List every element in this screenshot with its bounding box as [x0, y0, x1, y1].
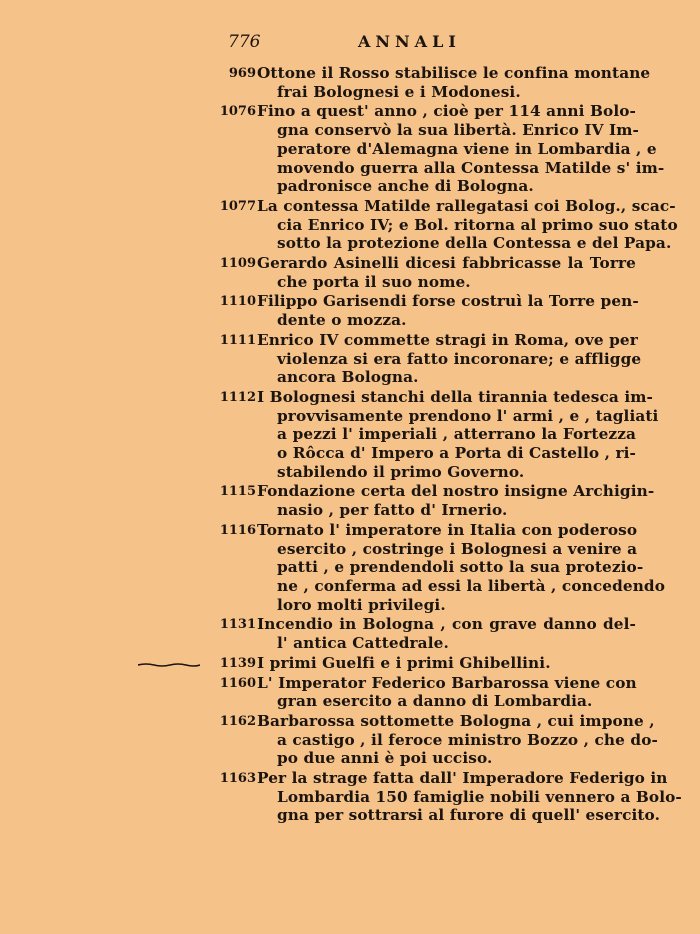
entry-line: gna conservò la sua libertà. Enrico IV Im- [277, 121, 640, 140]
annal-entry [0, 102, 700, 196]
entry-line: Gerardo Asinelli dicesi fabbricasse la Torre [257, 254, 636, 273]
entry-text [257, 654, 636, 673]
entry-line: nasio , per fatto d' Irnerio. [277, 501, 508, 520]
entry-line: che porta il suo nome. [277, 272, 471, 291]
entry-year: 1110 [219, 294, 256, 310]
entry-line: I Bolognesi stanchi della tirannia tedesca im- [257, 387, 653, 406]
annal-entry [0, 674, 700, 711]
entry-text [257, 64, 651, 101]
entry-line: cia Enrico IV; e Bol. ritorna al primo suo stato [277, 215, 678, 234]
entry-text [257, 102, 665, 196]
annal-entry [0, 712, 700, 768]
entry-line: gran esercito a danno di Lombardia. [277, 692, 593, 711]
pointer-line-mark [138, 663, 200, 665]
entry-line: po due anni è poi ucciso. [277, 749, 493, 768]
entry-line: sotto la protezione della Contessa e del Papa. [277, 234, 672, 253]
annal-entry [0, 64, 700, 101]
entry-line: violenza si era fatto incoronare; e affligge [277, 349, 642, 368]
entry-line: ne , conferma ad essi la libertà , concedendo [277, 576, 666, 595]
entry-line: o Rôcca d' Impero a Porta di Castello , ri- [277, 444, 636, 463]
entry-line: Barbarossa sottomette Bologna , cui impone , [257, 711, 655, 730]
entry-line: patti , e prendendoli sotto la sua protezio- [277, 558, 644, 577]
entry-text [257, 196, 678, 253]
entry-text [257, 292, 639, 330]
entry-year: 1111 [219, 332, 256, 348]
entry-text [257, 482, 655, 520]
entry-year: 1077 [219, 198, 256, 214]
entry-line: Per la strage fatta dall' Imperadore Federigo in [257, 769, 668, 788]
entry-year: 1112 [219, 389, 256, 405]
entry-line: dente o mozza. [277, 311, 407, 330]
page-header [0, 28, 700, 54]
annal-entry [0, 482, 700, 519]
annal-entry [0, 615, 700, 652]
annal-entry [0, 654, 700, 673]
entry-year: 1116 [219, 522, 256, 538]
entry-line: gna per sottrarsi al furore di quell' esercito. [277, 806, 661, 825]
entry-year: 1131 [219, 617, 256, 633]
entry-line: loro molti privilegi. [277, 595, 446, 614]
entry-line: frai Bolognesi e i Modonesi. [277, 82, 521, 101]
entry-line: stabilendo il primo Governo. [277, 462, 525, 481]
entry-year: 1109 [219, 256, 256, 272]
entry-year: 1115 [219, 484, 256, 500]
entry-line: ancora Bologna. [277, 368, 419, 387]
entry-line: L' Imperator Federico Barbarossa viene con [257, 673, 637, 692]
entry-text [257, 387, 659, 482]
entry-text [257, 330, 642, 387]
annal-entry [0, 521, 700, 615]
entry-line: I primi Guelfi e i primi Ghibellini. [257, 653, 551, 672]
annal-entry [0, 769, 700, 825]
entry-text [257, 615, 636, 652]
annals-list [0, 64, 700, 826]
entry-text [257, 520, 666, 615]
page-number: 776 [228, 32, 261, 52]
entry-line: Filippo Garisendi forse costruì la Torre pen- [257, 292, 639, 311]
running-head: ANNALI [358, 32, 461, 51]
entry-line: esercito , costringe i Bolognesi a venire a [277, 539, 638, 558]
entry-text [257, 254, 636, 291]
entry-line: Lombardia 150 famiglie nobili vennero a Bolo- [277, 787, 682, 806]
entry-line: Enrico IV commette stragi in Roma, ove per [257, 330, 638, 349]
entry-line: l' antica Cattedrale. [277, 634, 449, 653]
entry-year: 1162 [219, 713, 256, 729]
entry-year: 1163 [219, 771, 256, 787]
entry-line: peratore d'Alemagna viene in Lombardia , e [277, 139, 657, 158]
entry-line: Incendio in Bologna , con grave danno del- [257, 615, 636, 634]
entry-line: movendo guerra alla Contessa Matilde s' im- [277, 158, 665, 177]
annal-entry [0, 388, 700, 482]
entry-text [257, 711, 658, 768]
entry-line: La contessa Matilde rallegatasi coi Bolog., scac- [257, 196, 676, 215]
annal-entry [0, 292, 700, 329]
entry-line: Tornato l' imperatore in Italia con poderoso [257, 520, 638, 539]
entry-line: padronisce anche di Bologna. [277, 177, 534, 196]
entry-line: Fondazione certa del nostro insigne Archigin- [257, 482, 655, 501]
entry-text [257, 674, 636, 711]
entry-line: a pezzi l' imperiali , atterrano la Fortezza [277, 425, 636, 444]
entry-line: a castigo , il feroce ministro Bozzo , che do- [277, 730, 658, 749]
annal-entry [0, 254, 700, 291]
entry-year: 1076 [219, 104, 256, 120]
annal-entry [0, 331, 700, 387]
entry-year: 969 [228, 66, 256, 81]
annal-entry [0, 197, 700, 253]
entry-line: Fino a quest' anno , cioè per 114 anni Bolo- [257, 102, 636, 121]
entry-year: 1139 [219, 655, 256, 671]
entry-line: provvisamente prendono l' armi , e , tagliati [277, 406, 659, 425]
entry-line: Ottone il Rosso stabilisce le confina montane [257, 64, 651, 82]
entry-year: 1160 [219, 675, 256, 691]
entry-text [257, 769, 682, 825]
